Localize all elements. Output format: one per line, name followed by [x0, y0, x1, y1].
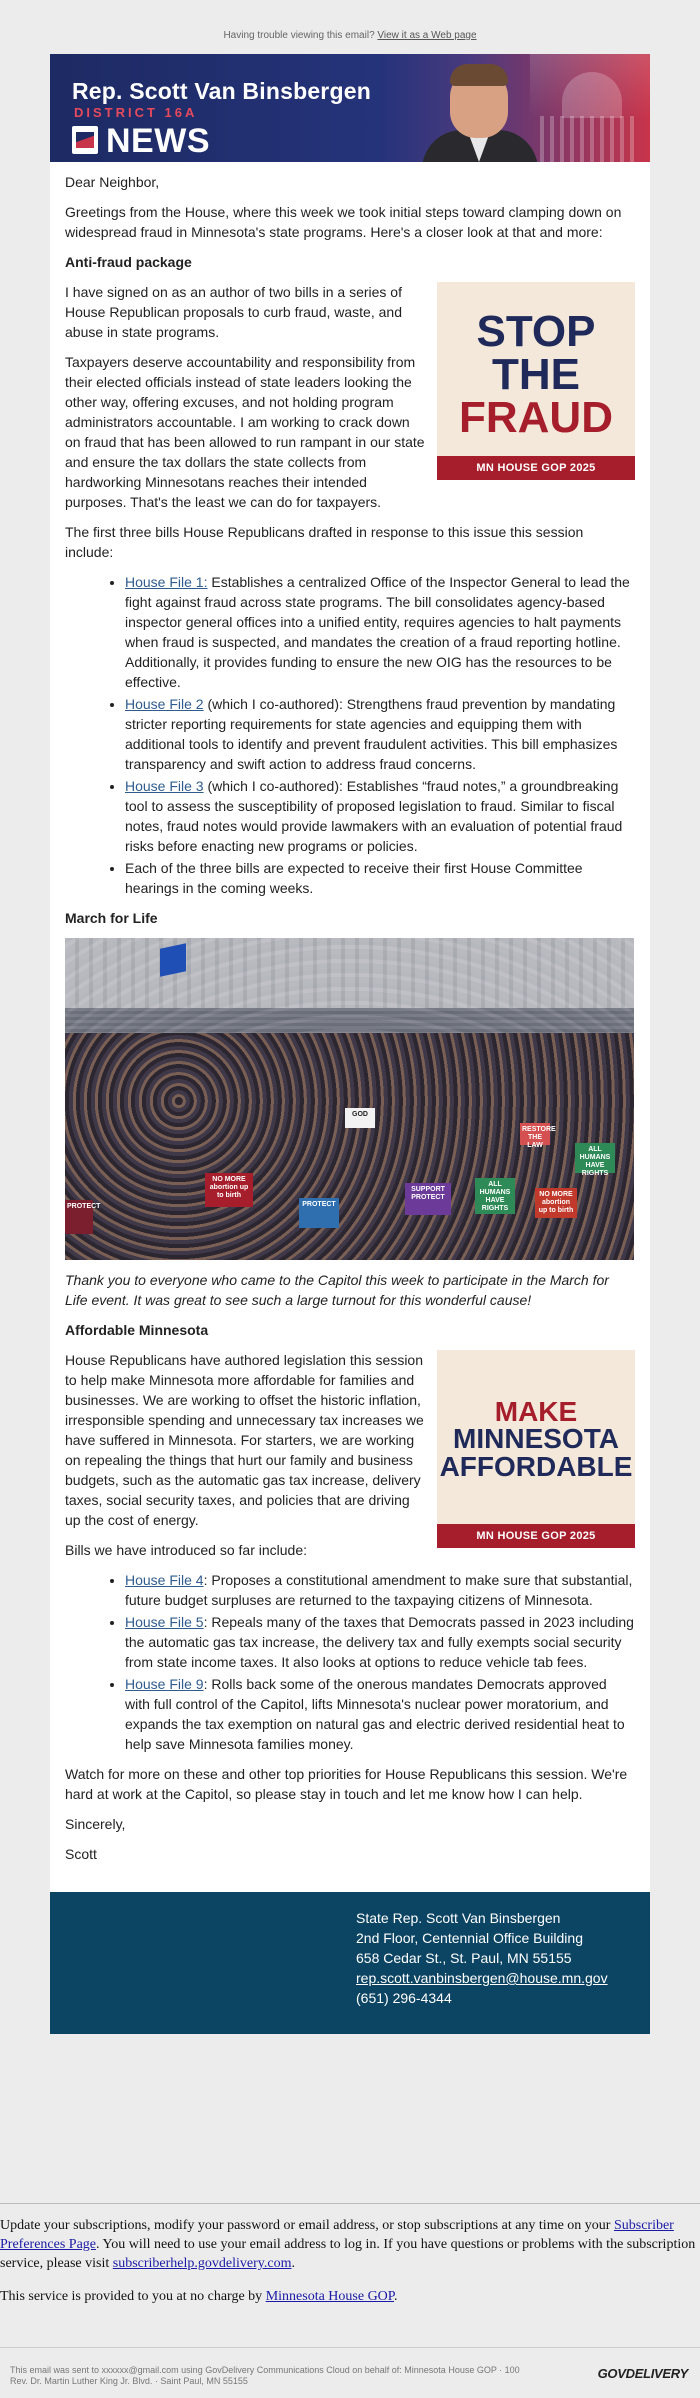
legal-line-1: This email was sent to xxxxxx@gmail.com using GovDelivery Communications Cloud on behalf of: Minnesota House GOP · 100	[10, 2365, 520, 2375]
minnesota-house-gop-link[interactable]: Minnesota House GOP	[265, 2289, 395, 2304]
email-body	[50, 162, 650, 1864]
list-item: • Each of the three bills are expected to receive their first House Committee hearings in the coming weeks.	[125, 858, 635, 898]
list-item: • House File 9: Rolls back some of the onerous mandates Democrats approved with full control of the Capitol, lifts Minnesota's nuclear power moratorium, and expands the tax exemption on natural gas and electric derived residential heat to help save Minnesota families money.	[125, 1674, 635, 1754]
rally-sign: GOD	[345, 1108, 375, 1128]
rally-sign: SUPPORT PROTECT	[405, 1183, 451, 1215]
house-file-9-link[interactable]: House File 9	[125, 1676, 204, 1692]
fraud-paragraph-1: I have signed on as an author of two bills in a series of House Republican proposals to curb fraud, waste, and abuse in state programs.	[65, 284, 402, 340]
house-file-4-link[interactable]: House File 4	[125, 1572, 204, 1588]
footer-phone: (651) 296-4344	[356, 1990, 452, 2006]
fraud-paragraph-3: The first three bills House Republicans drafted in response to this issue this session include:	[65, 524, 584, 560]
subscription-paragraph: Update your subscriptions, modify your password or email address, or stop subscriptions at any time on your Subscriber Preferences Page. You will need to use your email address to log in. If you have questions or problems with the subscription service, please visit subscriberhelp.govdelivery.com.	[0, 2218, 696, 2271]
banner-news: NEWS	[106, 122, 210, 160]
footer-address-1: 2nd Floor, Centennial Office Building	[356, 1930, 583, 1946]
rally-sign: ALL HUMANS HAVE RIGHTS	[575, 1143, 615, 1173]
closing	[65, 1764, 635, 1864]
closing-paragraph: Watch for more on these and other top priorities for House Republicans this session. We're hard at work at the Capitol, so please stay in touch and let me know how I can help.	[65, 1766, 628, 1802]
banner-rep-name: Rep. Scott Van Binsbergen	[72, 78, 371, 104]
email-card	[50, 54, 650, 2034]
flag-icon	[160, 943, 186, 977]
fraud-paragraph-2: Taxpayers deserve accountability and responsibility from their elected officials instead of state leaders looking the other way, offering excuses, and not holding program administrators accountable. I am working to crack down on fraud that has been allowed to run rampant in our state and ensure the tax dollars the state collects from hardworking Minnesotans reaches their intended purposes. That's the least we can do for taxpayers.	[65, 354, 425, 510]
trouble-viewing-note	[0, 0, 700, 54]
march-caption: Thank you to everyone who came to the Capitol this week to participate in the March for Life event. It was great to see such a large turnout for this wonderful cause!	[65, 1272, 609, 1308]
capitol-dome	[562, 72, 622, 118]
newsletter-banner	[50, 54, 650, 162]
afford-paragraph-2: Bills we have introduced so far include:	[65, 1542, 308, 1558]
greeting: Dear Neighbor,	[65, 174, 160, 190]
rally-sign: NO MORE abortion up to birth	[535, 1188, 577, 1218]
section-heading-anti-fraud: Anti-fraud package	[65, 254, 192, 270]
service-paragraph: This service is provided to you at no charge by Minnesota House GOP.	[0, 2289, 398, 2304]
footer-address-2: 658 Cedar St., St. Paul, MN 55155	[356, 1950, 572, 1966]
banner-district: DISTRICT 16A	[74, 105, 198, 120]
list-item: • House File 2 (which I co-authored): Strengthens fraud prevention by mandating stricter reporting requirements for state agencies and equipping them with additional tools to identify and prevent fraudulent activities. This bill emphasizes transparency and swift action to address fraud concerns.	[125, 694, 635, 774]
rally-sign: ALL HUMANS HAVE RIGHTS	[475, 1178, 515, 1214]
rally-sign: NO MORE abortion up to birth	[205, 1173, 253, 1207]
house-file-1-link[interactable]: House File 1:	[125, 574, 208, 590]
afford-bills-list	[65, 1570, 635, 1754]
subscription-notice	[0, 2203, 700, 2320]
list-item: • House File 4: Proposes a constitutional amendment to make sure that substantial, future budget surpluses are returned to the taxpaying citizens of Minnesota.	[125, 1570, 635, 1610]
rally-sign: RESTORE THE LAW	[520, 1123, 550, 1145]
list-item: • House File 5: Repeals many of the taxes that Democrats passed in 2023 including the automatic gas tax increase, the delivery tax and fully exempts social security from state income taxes. It also looks at options to reduce vehicle tab fees.	[125, 1612, 635, 1672]
rally-sign: PROTECT	[299, 1198, 339, 1228]
house-file-3-link[interactable]: House File 3	[125, 778, 204, 794]
view-as-web-page-link[interactable]: View it as a Web page	[377, 30, 477, 41]
intro-paragraph: Greetings from the House, where this week we took initial steps toward clamping down on widespread fraud in Minnesota's state programs. Here's a closer look at that and more:	[65, 204, 622, 240]
house-file-2-link[interactable]: House File 2	[125, 696, 204, 712]
list-item: • House File 1: Establishes a centralized Office of the Inspector General to lead the fight against fraud across state programs. The bill consolidates agency-based inspector general offices into a unified entity, requires agencies to halt payments when fraud is suspected, and mandates the creation of a fraud reporting hotline. Additionally, it provides funding to ensure the new OIG has the resources to be effective.	[125, 572, 635, 692]
representative-photo	[420, 54, 540, 162]
contact-footer	[50, 1892, 650, 2034]
march-for-life-photo	[65, 938, 634, 1260]
subscriber-preferences-link[interactable]: Subscriber Preferences Page	[0, 2218, 674, 2252]
gop-logo-icon	[72, 126, 98, 154]
fraud-bills-list	[65, 572, 635, 898]
section-heading-affordable-minnesota: Affordable Minnesota	[65, 1322, 209, 1338]
legal-line-2: Rev. Dr. Martin Luther King Jr. Blvd. · Saint Paul, MN 55155	[10, 2376, 248, 2386]
make-minnesota-affordable-graphic: MAKE MINNESOTA AFFORDABLE MN HOUSE GOP 2025	[437, 1350, 635, 1548]
signature-name: Scott	[65, 1846, 97, 1862]
govdelivery-logo: GOVDELIVERY	[597, 2366, 688, 2381]
capitol-columns	[540, 116, 640, 162]
signoff: Sincerely,	[65, 1816, 126, 1832]
footer-email-link[interactable]: rep.scott.vanbinsbergen@house.mn.gov	[356, 1970, 608, 1986]
capitol-graphic	[530, 54, 650, 162]
rally-sign: PROTECT	[65, 1200, 93, 1234]
legal-footer	[0, 2347, 700, 2387]
afford-paragraph-1: House Republicans have authored legislation this session to help make Minnesota more affordable for families and businesses. We are working to offset the historic inflation, irresponsible spending and unnecessary tax increases we have suffered in Minnesota. For starters, we are working on repealing the things that hurt our family and business budgets, such as the automatic gas tax increase, delivery taxes, social security taxes, and policies that are driving up the cost of energy.	[65, 1352, 424, 1528]
stop-the-fraud-graphic: STOP THE FRAUD MN HOUSE GOP 2025	[437, 282, 635, 480]
house-file-5-link[interactable]: House File 5	[125, 1614, 204, 1630]
footer-rep-name: State Rep. Scott Van Binsbergen	[356, 1910, 561, 1926]
list-item: • House File 3 (which I co-authored): Establishes “fraud notes,” a groundbreaking tool to assess the susceptibility of proposed legislation to fraud. Similar to fiscal notes, fraud notes would provide lawmakers with an evaluation of potential fraud risks before enacting new programs or policies.	[125, 776, 635, 856]
trouble-viewing-text: Having trouble viewing this email?	[223, 30, 375, 41]
subscriber-help-link[interactable]: subscriberhelp.govdelivery.com	[112, 2256, 292, 2271]
section-heading-march-for-life: March for Life	[65, 910, 158, 926]
